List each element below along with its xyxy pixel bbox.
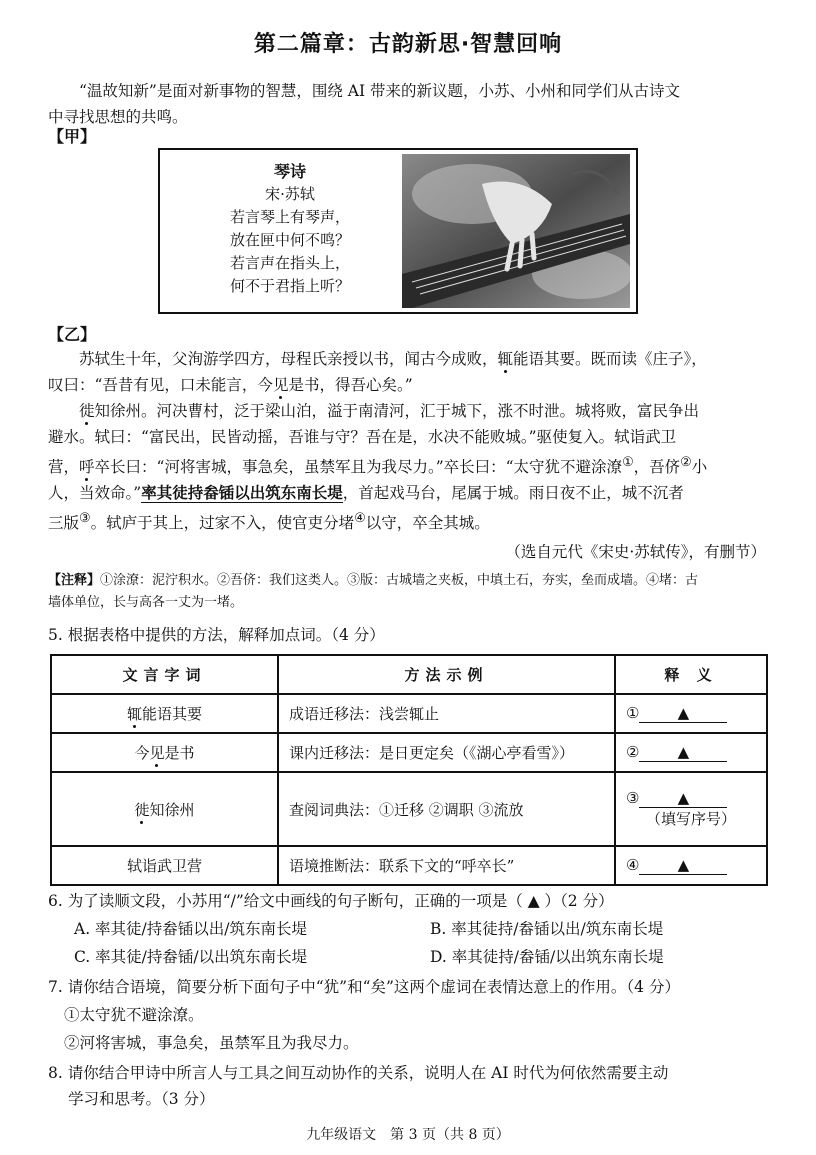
page-footer: 九年级语文 第 3 页（共 8 页） xyxy=(306,1127,510,1143)
jia-label: 【甲】 xyxy=(48,127,97,146)
poem-title: 琴诗 xyxy=(273,162,306,181)
answer-blank[interactable]: ① ▲ xyxy=(615,694,767,733)
footnote-mark: ① xyxy=(622,455,634,470)
dotted-char: 呼 xyxy=(79,458,95,477)
question-6: 6. 为了读顺文段，小苏用“/”给文中画线的句子断句，正确的一项是（ ▲ ）（2 分） xyxy=(48,892,614,910)
source-citation: （选自元代《宋史·苏轼传》，有删节） xyxy=(505,543,766,561)
footnote-mark: ② xyxy=(680,455,692,470)
dotted-char: 见 xyxy=(149,744,165,762)
question-7: 7. 请你结合语境，简要分析下面句子中“犹”和“矣”这两个虚词在表情达意上的作用。（4 分） xyxy=(48,978,680,996)
poem-line: 若言声在指头上， xyxy=(229,254,350,272)
table-row: 徙知徐州 查阅词典法：①迁移 ②调职 ③流放 ③ ▲ （填写序号） xyxy=(51,772,767,846)
table-row: 轼诣武卫营 语境推断法：联系下文的“呼卒长” ④ ▲ xyxy=(51,846,767,885)
footnote-mark: ③ xyxy=(79,511,91,527)
underlined-sentence: 率其徒持畚锸以出筑东南长堤 xyxy=(141,483,343,503)
footnote-mark: ④ xyxy=(354,511,366,527)
q7-sentence-2: ②河将害城，事急矣，虽禁军且为我尽力。 xyxy=(64,1034,359,1052)
poem-author: 宋·苏轼 xyxy=(265,185,315,203)
table-header: 释 义 xyxy=(615,655,767,694)
answer-blank[interactable]: ④ ▲ xyxy=(615,846,767,885)
vocab-table xyxy=(50,654,768,886)
yi-label: 【乙】 xyxy=(48,325,97,344)
dotted-char: 见 xyxy=(272,376,289,394)
option-b[interactable]: B. 率其徒持/畚锸以出/筑东南长堤 xyxy=(430,920,664,938)
q7-sentence-1: ①太守犹不避涂潦。 xyxy=(64,1006,204,1024)
intro: “温故知新”是面对新事物的智慧，围绕 AI 带来的新议题，小苏、小州和同学们从古诗文 中寻找思想的共鸣。 xyxy=(48,82,681,126)
table-header-row xyxy=(51,655,767,694)
poem-box xyxy=(158,148,638,314)
option-a[interactable]: A. 率其徒/持畚锸以出/筑东南长堤 xyxy=(74,920,307,938)
poem-line: 何不于君指上听？ xyxy=(229,277,350,295)
poem-line: 若言琴上有琴声， xyxy=(229,208,350,226)
answer-blank[interactable]: ② ▲ xyxy=(615,733,767,772)
dotted-char: 徙 xyxy=(79,402,95,420)
option-d[interactable]: D. 率其徒持/畚锸/以出筑东南长堤 xyxy=(430,948,664,966)
dotted-char: 徙 xyxy=(134,800,150,819)
guqin-painting xyxy=(402,154,630,308)
table-row: 今见是书 课内迁移法：是日更定矣（《湖心亭看雪》） ② ▲ xyxy=(51,733,767,772)
passage: 苏轼生十年，父洵游学四方，母程氏亲授以书，闻古今成败，辄能语其要。既而读《庄子》， 叹曰：“吾昔有见，口未能言，今见是书，得吾心矣。” 徙知徐州。河决曹村，泛于梁山泊，溢于南清河，汇于城下，涨不时泄。城将败，富民争出 避水。轼曰：“富民出，民皆动摇，吾谁与守？吾在是，水决不能败城。”驱使复入。轼诣武卫 营，呼卒长曰：“河将害城，事急矣，虽禁军且为我尽力。”卒长曰：“太守犹不避涂潦①，吾侪②小 人，当效命。”率其徒持畚锸以出筑东南长堤，首起戏马台，尾属于城。雨日夜不止，城不沉者 三版③。轼庐于其上，过家不入，使官吏分堵④以守，卒全其城。 xyxy=(48,350,708,533)
question-8: 8. 请你结合甲诗中所言人与工具之间互动协作的关系，说明人在 AI 时代为何依然需要主动 学习和思考。（3 分） xyxy=(48,1064,669,1108)
table-row: 辄能语其要 成语迁移法：浅尝辄止 ① ▲ xyxy=(51,694,767,733)
answer-blank[interactable]: ③ ▲ （填写序号） xyxy=(615,772,767,846)
table-header: 文言字词 xyxy=(51,655,278,694)
poem xyxy=(200,160,380,298)
annotations: 【注释】①涂潦：泥泞积水。②吾侪：我们这类人。③版：古城墙之夹板，中填土石，夯实，垒而成墙。④堵：古 墙体单位，长与高各一丈为一堵。 xyxy=(48,573,699,610)
question-5: 5. 根据表格中提供的方法，解释加点词。（4 分） xyxy=(48,626,385,644)
option-c[interactable]: C. 率其徒/持畚锸/以出筑东南长堤 xyxy=(74,948,308,966)
dotted-char: 辄 xyxy=(497,350,514,368)
page-title: 第二篇章：古韵新思·智慧回响 xyxy=(253,32,563,57)
dotted-char: 辄 xyxy=(126,705,142,723)
poem-line: 放在匣中何不鸣？ xyxy=(229,231,350,249)
table-header: 方法示例 xyxy=(278,655,615,694)
